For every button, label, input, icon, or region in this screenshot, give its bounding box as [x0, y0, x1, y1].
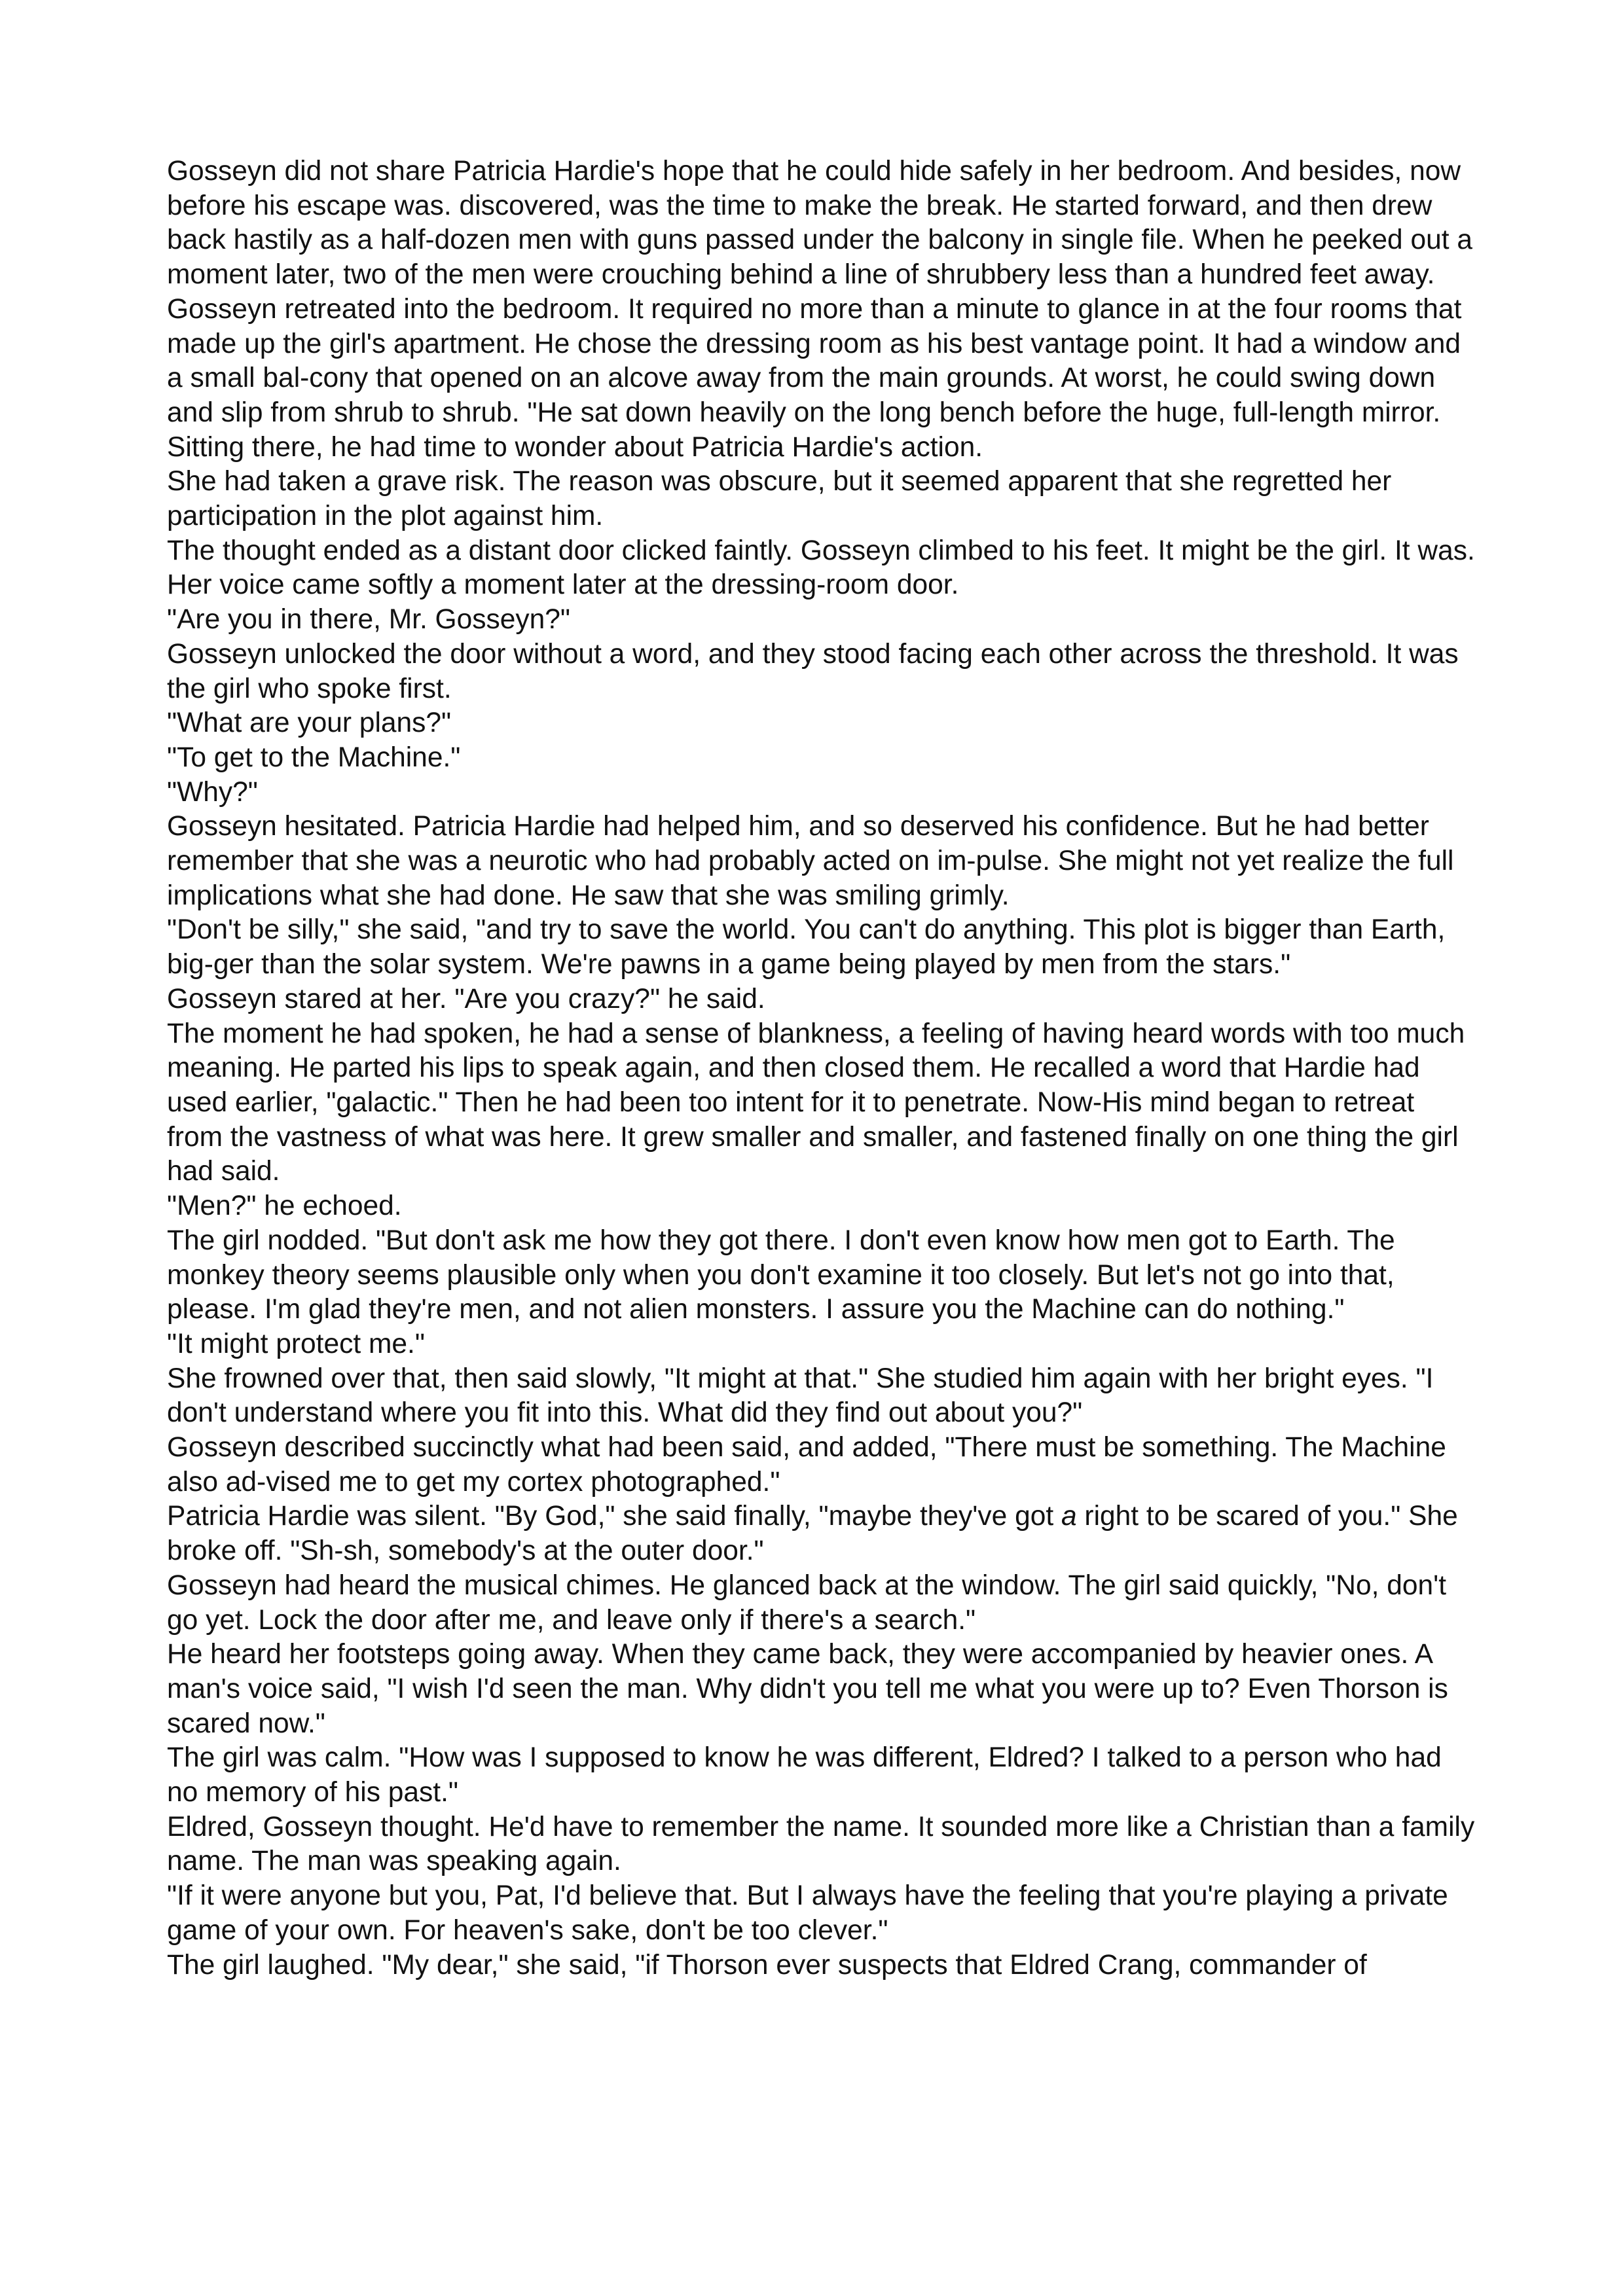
paragraph: Gosseyn unlocked the door without a word, and they stood facing each other across the threshold. It was the girl who spoke first. [167, 638, 1459, 704]
paragraph: The moment he had spoken, he had a sense of blankness, a feeling of having heard words with too much meaning. He parted his lips to speak again, and then closed them. He recalled a word that Hardie had used earlier, "galactic." Then he had been too intent for it to penetrate. Now-His mind began to retreat from the vastness of what was here. It grew smaller and smaller, and fastened finally on one thing the girl had said. [167, 1018, 1465, 1187]
body-text [167, 154, 1476, 1982]
paragraph-text-before: Patricia Hardie was silent. "By God," she said finally, "maybe they've got [167, 1501, 1061, 1532]
paragraph: "What are your plans?" [167, 708, 452, 739]
paragraph: Gosseyn retreated into the bedroom. It required no more than a minute to glance in at the four rooms that made up the girl's apartment. He chose the dressing room as his best vantage point. It had a window and a small bal-cony that opened on an alcove away from the main grounds. At worst, he could swing down and slip from shrub to shrub. "He sat down heavily on the long bench before the huge, full-length mirror. Sitting there, he had time to wonder about Patricia Hardie's action. [167, 293, 1462, 463]
paragraph: The thought ended as a distant door clicked faintly. Gosseyn climbed to his feet. It might be the girl. It was. Her voice came softly a moment later at the dressing-room door. [167, 535, 1475, 601]
paragraph: She had taken a grave risk. The reason was obscure, but it seemed apparent that she regretted her participation in the plot against him. [167, 466, 1392, 532]
paragraph: She frowned over that, then said slowly, "It might at that." She studied him again with her bright eyes. "I don't understand where you fit into this. What did they find out about you?" [167, 1363, 1434, 1429]
paragraph: Gosseyn stared at her. "Are you crazy?" he said. [167, 983, 765, 1014]
paragraph-emphasis [167, 1499, 1476, 1568]
paragraph: "If it were anyone but you, Pat, I'd believe that. But I always have the feeling that you're playing a private game of your own. For heaven's sake, don't be too clever." [167, 1880, 1448, 1946]
paragraph: Eldred, Gosseyn thought. He'd have to remember the name. It sounded more like a Christian than a family name. The man was speaking again. [167, 1811, 1475, 1877]
paragraph: "Men?" he echoed. [167, 1191, 402, 1222]
emphasized-word: a [1061, 1501, 1077, 1532]
paragraph: Gosseyn hesitated. Patricia Hardie had helped him, and so deserved his confidence. But he had better remember that she was a neurotic who had probably acted on im-pulse. She might not yet realize the full implications what she had done. He saw that she was smiling grimly. [167, 811, 1454, 911]
paragraph: The girl nodded. "But don't ask me how they got there. I don't even know how men got to Earth. The monkey theory seems plausible only when you don't examine it too closely. But let's not go into that, please. I'm glad they're men, and not alien monsters. I assure you the Machine can do nothing." [167, 1225, 1395, 1325]
paragraph: Gosseyn had heard the musical chimes. He glanced back at the window. The girl said quickly, "No, don't go yet. Lock the door after me, and leave only if there's a search." [167, 1570, 1447, 1636]
paragraph: The girl laughed. "My dear," she said, "if Thorson ever suspects that Eldred Crang, commander of [167, 1949, 1367, 1981]
paragraph: "Why?" [167, 776, 258, 808]
paragraph: Gosseyn described succinctly what had been said, and added, "There must be something. The Machine also ad-vised me to get my cortex photographed." [167, 1432, 1446, 1498]
paragraph-text-after: right to be scared of you." She broke off. "Sh-sh, somebody's at the outer door." [167, 1501, 1458, 1567]
paragraph: "It might protect me." [167, 1328, 425, 1359]
paragraph: "To get to the Machine." [167, 742, 461, 773]
paragraph: Gosseyn did not share Patricia Hardie's hope that he could hide safely in her bedroom. And besides, now before his escape was. discovered, was the time to make the break. He started forward, and then drew back hastily as a half-dozen men with guns passed under the balcony in single file. When he peeked out a moment later, two of the men were crouching behind a line of shrubbery less than a hundred feet away. [167, 156, 1473, 291]
paragraph: "Are you in there, Mr. Gosseyn?" [167, 604, 571, 636]
paragraph: "Don't be silly," she said, "and try to save the world. You can't do anything. This plot is bigger than Earth, big-ger than the solar system. We're pawns in a game being played by men from the stars." [167, 914, 1446, 980]
paragraph: He heard her footsteps going away. When they came back, they were accompanied by heavier ones. A man's voice said, "I wish I'd seen the man. Why didn't you tell me what you were up to? Even Thorson is scared now." [167, 1639, 1448, 1739]
paragraph: The girl was calm. "How was I supposed to know he was different, Eldred? I talked to a person who had no memory of his past." [167, 1742, 1442, 1808]
